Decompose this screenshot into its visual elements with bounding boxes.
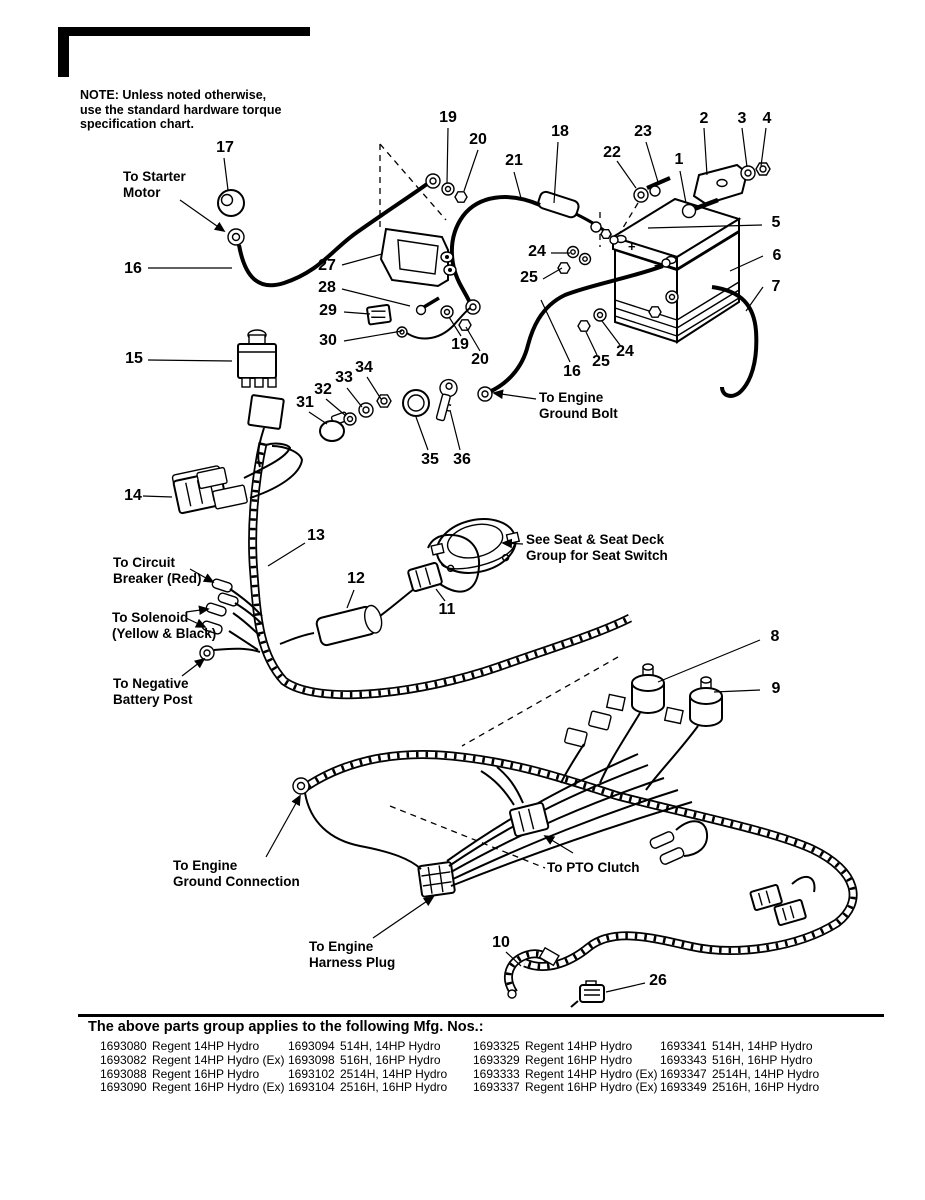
mfg-row — [288, 1068, 447, 1082]
mfg-description: 2514H, 14HP Hydro — [712, 1066, 820, 1081]
callout-2: 2 — [699, 110, 709, 127]
mfg-row — [288, 1081, 447, 1095]
mfg-row — [100, 1081, 285, 1095]
washer-32 — [344, 413, 356, 425]
callout-1: 1 — [674, 151, 684, 168]
part-12 — [315, 604, 384, 647]
circuit-breaker-terminal — [217, 592, 239, 607]
positive-battery-cable — [441, 190, 611, 330]
callout-19: 19 — [439, 109, 457, 126]
battery — [610, 199, 739, 342]
callout-18: 18 — [551, 123, 569, 140]
callout-16: 16 — [124, 260, 142, 277]
label-to-engine-ground-connection: To Engine Ground Connection — [173, 858, 300, 889]
cable-21 — [452, 197, 540, 305]
callout-16-2: 16 — [563, 363, 581, 380]
washer-3 — [741, 166, 755, 180]
circuit-breaker-terminal — [211, 578, 233, 593]
mfg-description: Regent 16HP Hydro — [152, 1066, 260, 1081]
callout-24: 24 — [528, 243, 546, 260]
holddown-bracket — [694, 165, 747, 204]
washer-24a — [568, 247, 579, 258]
callout-36: 36 — [453, 451, 471, 468]
mfg-description: Regent 14HP Hydro (Ex) — [525, 1066, 658, 1081]
switch-8 — [607, 664, 664, 713]
mfg-number: 1693325 — [473, 1039, 520, 1053]
mfg-row — [660, 1081, 819, 1095]
callout-31: 31 — [296, 394, 314, 411]
washer-19a — [442, 183, 454, 195]
mfg-description: Regent 14HP Hydro — [525, 1039, 633, 1053]
washer-24b — [594, 309, 606, 321]
torque-note: NOTE: Unless noted otherwise, use the standard hardware torque specification chart. — [80, 88, 282, 131]
mfg-description: Regent 16HP Hydro (Ex) — [152, 1080, 285, 1095]
nut-25a — [558, 263, 570, 273]
callout-22: 22 — [603, 144, 621, 161]
callout-23: 23 — [634, 123, 652, 140]
callout-6: 6 — [772, 247, 782, 264]
label-to-solenoid: To Solenoid (Yellow & Black) — [112, 610, 217, 641]
right-spade-connectors — [649, 821, 707, 865]
key-switch-parts — [320, 378, 459, 441]
callout-20-2: 20 — [471, 351, 489, 368]
mfg-col-3 — [473, 1040, 658, 1095]
bolt-23-shaft — [647, 178, 670, 188]
mfg-number: 1693080 — [100, 1039, 147, 1053]
mfg-number: 1693347 — [660, 1066, 707, 1081]
mfg-description: 514H, 14HP Hydro — [712, 1039, 813, 1053]
mfg-description: Regent 16HP Hydro (Ex) — [525, 1080, 658, 1095]
washer-22 — [634, 188, 648, 202]
callout-17: 17 — [216, 139, 234, 156]
callout-10: 10 — [492, 934, 510, 951]
callout-19-2: 19 — [451, 336, 469, 353]
callout-25-2: 25 — [592, 353, 610, 370]
part-29 — [367, 305, 391, 325]
key-36 — [432, 378, 459, 422]
mfg-row — [100, 1068, 285, 1082]
callout-3: 3 — [737, 110, 747, 127]
label-to-pto-clutch: To PTO Clutch — [547, 860, 640, 875]
mfg-number: 1693088 — [100, 1066, 147, 1081]
label-see-seat-group: See Seat & Seat Deck Group for Seat Switch — [526, 532, 668, 563]
nut-20a — [455, 192, 467, 202]
callout-21: 21 — [505, 152, 523, 169]
label-to-engine-ground-bolt: To Engine Ground Bolt — [539, 390, 618, 421]
mfg-description: 516H, 16HP Hydro — [340, 1052, 441, 1067]
callout-30: 30 — [319, 332, 337, 349]
callout-11: 11 — [438, 601, 456, 618]
mfg-number: 1693098 — [288, 1052, 335, 1067]
bezel-35 — [403, 390, 429, 416]
mfg-row — [288, 1040, 447, 1054]
mfg-number: 1693333 — [473, 1066, 520, 1081]
switch-9 — [665, 677, 722, 726]
callout-20: 20 — [469, 131, 487, 148]
mfg-col-4 — [660, 1040, 819, 1095]
callout-4: 4 — [762, 110, 772, 127]
label-to-circuit-breaker: To Circuit Breaker (Red) — [113, 555, 202, 586]
mfg-col-1 — [100, 1040, 285, 1095]
callout-9: 9 — [771, 680, 781, 697]
mfg-row — [473, 1068, 658, 1082]
callout-13: 13 — [307, 527, 325, 544]
mfg-number: 1693082 — [100, 1052, 147, 1067]
label-to-starter-motor: To Starter Motor — [123, 169, 186, 200]
callout-7: 7 — [771, 278, 781, 295]
mfg-description: Regent 14HP Hydro (Ex) — [152, 1052, 285, 1067]
mfg-table-title: The above parts group applies to the following Mfg. Nos.: — [88, 1019, 484, 1035]
callout-33: 33 — [335, 369, 353, 386]
part-28-bolt — [417, 298, 440, 315]
mfg-row — [100, 1054, 285, 1068]
callout-27: 27 — [318, 257, 336, 274]
mfg-number: 1693094 — [288, 1039, 335, 1053]
part-26-clip — [571, 981, 604, 1007]
callout-14: 14 — [124, 487, 142, 504]
mfg-description: 516H, 16HP Hydro — [712, 1052, 813, 1067]
callout-26: 26 — [649, 972, 667, 989]
mfg-description: Regent 16HP Hydro — [525, 1052, 633, 1067]
mfg-row — [100, 1040, 285, 1054]
table-top-rule — [78, 1014, 884, 1017]
callout-25: 25 — [520, 269, 538, 286]
negative-post-ring — [200, 646, 214, 660]
mfg-row — [660, 1068, 819, 1082]
battery-plus-mark: + — [628, 239, 636, 254]
callout-34: 34 — [355, 359, 373, 376]
callout-32: 32 — [314, 381, 332, 398]
callout-8: 8 — [770, 628, 780, 645]
mfg-number: 1693341 — [660, 1039, 707, 1053]
mfg-description: 2514H, 14HP Hydro — [340, 1066, 448, 1081]
label-to-negative-battery-post: To Negative Battery Post — [113, 676, 193, 707]
mfg-row — [288, 1054, 447, 1068]
mfg-number: 1693329 — [473, 1052, 520, 1067]
bolt-23-head — [650, 186, 660, 196]
mfg-row — [473, 1054, 658, 1068]
key-switch-31 — [320, 421, 344, 441]
mfg-description: 2516H, 16HP Hydro — [712, 1080, 820, 1095]
nut-25b — [578, 321, 590, 331]
mfg-number: 1693343 — [660, 1052, 707, 1067]
label-to-engine-harness-plug: To Engine Harness Plug — [309, 939, 396, 970]
mfg-number: 1693104 — [288, 1080, 335, 1095]
callout-15: 15 — [125, 350, 143, 367]
mfg-description: 2516H, 16HP Hydro — [340, 1080, 448, 1095]
mfg-description: Regent 14HP Hydro — [152, 1039, 260, 1053]
terminal-boot-18 — [537, 190, 580, 219]
right-plug-connectors — [750, 877, 814, 926]
solenoid-27 — [381, 229, 456, 286]
part-10-boot — [508, 948, 559, 998]
callout-5: 5 — [771, 214, 781, 231]
mfg-row — [473, 1040, 658, 1054]
washer-19b — [441, 306, 453, 318]
mfg-row — [473, 1081, 658, 1095]
callout-28: 28 — [318, 279, 336, 296]
mfg-number: 1693337 — [473, 1080, 520, 1095]
callout-35: 35 — [421, 451, 439, 468]
mfg-row — [660, 1054, 819, 1068]
mfg-number: 1693102 — [288, 1066, 335, 1081]
nut-20b — [459, 320, 471, 330]
callout-12: 12 — [347, 570, 365, 587]
mfg-col-2 — [288, 1040, 447, 1095]
nut-4 — [756, 163, 770, 175]
mfg-row — [660, 1040, 819, 1054]
callout-29: 29 — [319, 302, 337, 319]
mfg-number: 1693349 — [660, 1080, 707, 1095]
holddown-bolt-head — [683, 205, 696, 218]
seat-switch — [428, 511, 524, 581]
engine-ground-wire — [293, 778, 421, 869]
callout-24-2: 24 — [616, 343, 634, 360]
mfg-description: 514H, 14HP Hydro — [340, 1039, 441, 1053]
mfg-number: 1693090 — [100, 1080, 147, 1095]
connector-14-group — [172, 444, 302, 514]
battery-minus-mark: − — [654, 258, 662, 273]
